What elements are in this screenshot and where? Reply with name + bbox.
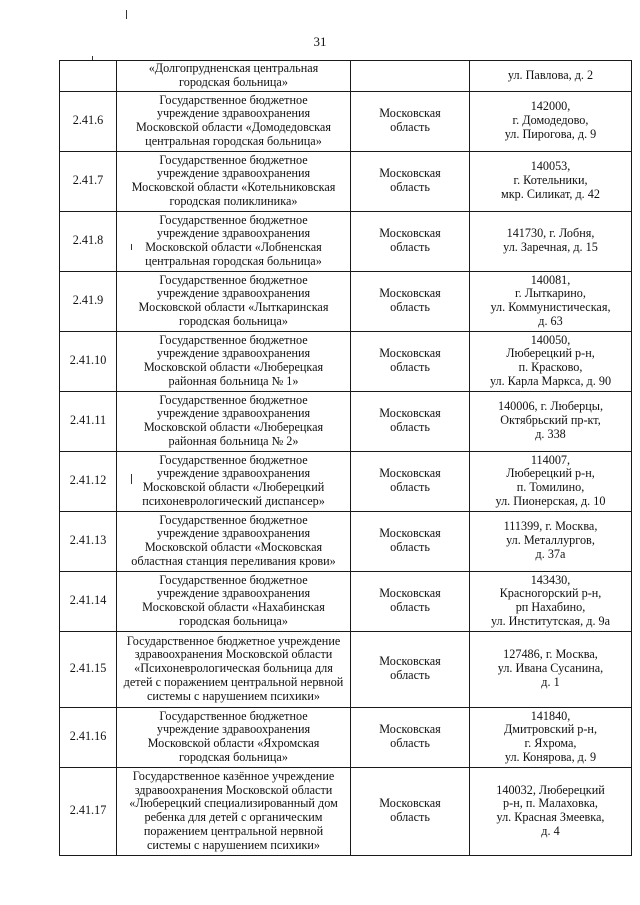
region-line: Московская [379,286,441,301]
table-row [60,707,632,767]
cell-number [60,61,117,92]
cell-number [60,211,117,271]
table-row [60,391,632,451]
cell-address [470,91,632,151]
institution-name-line: учреждение здравоохранения [156,286,311,301]
cell-number [60,707,117,767]
region-line: область [390,360,430,375]
address-line: ул. Павлова, д. 2 [507,67,594,82]
address-line: 143430, [530,572,571,587]
institution-name-line: Московской области «Московская [144,540,323,555]
cell-institution-name [117,511,351,571]
region-line: область [390,668,430,683]
row-number: 2.41.13 [69,533,107,548]
address-line: ул. Заречная, д. 15 [503,240,598,255]
address-line: д. 63 [538,313,563,328]
address-line: Красногорский р-н, [499,586,602,601]
cell-region [351,61,470,92]
region-line: область [390,736,430,751]
institutions-table [59,60,632,856]
row-number: 2.41.17 [69,803,107,818]
cell-address [470,767,632,855]
address-line: Люберецкий р-н, [506,346,595,361]
region-line: Московская [379,722,441,737]
row-number: 2.41.7 [72,173,104,188]
institution-name-line: Государственное бюджетное [159,92,308,107]
institution-name-line: системы с нарушением психики» [146,837,321,852]
institution-name-line: учреждение здравоохранения [156,526,311,541]
cell-address [470,151,632,211]
cell-region [351,571,470,631]
institution-name-line: «Долгопрудненская центральная [148,61,319,75]
institution-name-line: городская поликлиника» [169,193,298,208]
address-line: д. 1 [541,674,560,689]
institution-name-line: Государственное бюджетное учреждение [126,633,341,648]
institution-name-line: Московской области «Котельниковская [131,180,336,195]
institution-name-line: центральная городская больница» [145,133,322,148]
region-line: область [390,540,430,555]
scan-speck [131,244,132,250]
region-line: Московская [379,466,441,481]
row-number: 2.41.10 [69,353,107,368]
institution-name-line: «Психоневрологическая больница для [134,661,333,676]
address-line: г. Яхрома, [524,736,577,751]
institution-name-line: ребенка для детей с органическим [144,810,323,825]
address-line: ул. Коммунистическая, [490,300,611,315]
institution-name-line: психоневрологический диспансер» [142,493,325,508]
region-line: Московская [379,346,441,361]
region-line: область [390,120,430,135]
row-number: 2.41.11 [69,413,107,428]
address-line: р-н, п. Малаховка, [503,796,598,811]
cell-region [351,211,470,271]
cell-number [60,331,117,391]
address-line: 140081, [530,272,571,287]
row-number: 2.41.16 [69,729,107,744]
institution-name-line: системы с нарушением психики» [146,688,321,703]
cell-region [351,271,470,331]
address-line: Октябрьский пр-кт, [500,413,601,428]
cell-region [351,631,470,707]
cell-institution-name [117,211,351,271]
cell-address [470,707,632,767]
cell-address [470,211,632,271]
institution-name-line: здравоохранения Московской области [134,647,333,662]
address-line: рп Нахабино, [515,600,586,615]
address-line: 114007, [530,452,571,467]
address-line: г. Котельники, [513,173,588,188]
row-number: 2.41.12 [69,473,107,488]
address-line: ул. Пионерская, д. 10 [495,493,606,508]
address-line: д. 338 [535,426,566,441]
institution-name-line: городская больница» [179,613,288,628]
institution-name-line: Московской области «Яхромская [147,736,320,751]
region-line: Московская [379,526,441,541]
address-line: Дмитровский р-н, [503,722,598,737]
table-row [60,151,632,211]
region-line: область [390,810,430,825]
address-line: 140032, Люберецкий [496,782,605,797]
address-line: Люберецкий р-н, [506,466,595,481]
address-line: д. 37а [535,546,566,561]
cell-number [60,151,117,211]
cell-number [60,571,117,631]
cell-region [351,151,470,211]
cell-region [351,767,470,855]
cell-number [60,631,117,707]
row-number: 2.41.9 [72,293,104,308]
institution-name-line: учреждение здравоохранения [156,106,311,121]
cell-institution-name [117,571,351,631]
region-line: область [390,180,430,195]
table-row [60,571,632,631]
table-row [60,271,632,331]
cell-address [470,631,632,707]
table-row [60,451,632,511]
institution-name-line: Государственное бюджетное [159,392,308,407]
institution-name-line: поражением центральной нервной [143,823,324,838]
address-line: 142000, [530,99,571,114]
address-line: 141730, г. Лобня, [506,226,595,241]
region-line: область [390,300,430,315]
institution-name-line: учреждение здравоохранения [156,166,311,181]
institution-name-line: Московской области «Люберецкий [142,480,325,495]
cell-region [351,511,470,571]
institution-name-line: центральная городская больница» [145,253,322,268]
institution-name-line: Государственное бюджетное [159,572,308,587]
institution-name-line: областная станция переливания крови» [131,553,336,568]
table-row [60,511,632,571]
scan-speck [131,474,132,484]
cell-institution-name [117,271,351,331]
row-number: 2.41.15 [69,661,107,676]
region-line: область [390,240,430,255]
institution-name-line: учреждение здравоохранения [156,226,311,241]
institution-name-line: районная больница № 2» [168,433,299,448]
table-row [60,767,632,855]
region-line: область [390,420,430,435]
table-row [60,91,632,151]
row-number: 2.41.14 [69,593,107,608]
institution-name-line: районная больница № 1» [168,373,299,388]
institution-name-line: Московской области «Домодедовская [136,120,331,135]
address-line: 127486, г. Москва, [503,647,598,662]
page-number: 31 [313,34,327,49]
address-line: ул. Красная Змеевка, [496,810,605,825]
address-line: ул. Пирогова, д. 9 [504,126,597,141]
institution-name-line: городская больница» [179,749,288,764]
address-line: г. Домодедово, [512,113,589,128]
institution-name-line: Государственное бюджетное [159,512,308,527]
address-line: п. Томилино, [516,480,585,495]
institution-name-line: учреждение здравоохранения [156,586,311,601]
region-line: Московская [379,796,441,811]
institution-name-line: Государственное бюджетное [159,212,308,227]
institution-name-line: городская больница» [179,74,288,89]
cell-institution-name [117,331,351,391]
cell-region [351,91,470,151]
address-line: 140053, [530,159,571,174]
institution-name-line: Государственное бюджетное [159,332,308,347]
cell-region [351,331,470,391]
cell-institution-name [117,151,351,211]
cell-address [470,331,632,391]
region-line: Московская [379,166,441,181]
cell-region [351,451,470,511]
cell-institution-name [117,451,351,511]
row-number: 2.41.8 [72,233,104,248]
cell-institution-name [117,91,351,151]
scan-speck [126,10,127,19]
cell-institution-name [117,631,351,707]
table-body [60,61,632,856]
address-line: д. 4 [541,823,560,838]
cell-number [60,271,117,331]
address-line: ул. Ивана Сусанина, [497,661,604,676]
cell-address [470,451,632,511]
institution-name-line: учреждение здравоохранения [156,722,311,737]
cell-number [60,767,117,855]
region-line: Московская [379,106,441,121]
table-row [60,61,632,92]
region-line: область [390,480,430,495]
institution-name-line: Московской области «Люберецкая [143,420,324,435]
address-line: мкр. Силикат, д. 42 [501,186,600,201]
cell-institution-name [117,707,351,767]
address-line: 140050, [530,332,571,347]
region-line: Московская [379,586,441,601]
institution-name-line: Московской области «Лобненская [145,240,322,255]
address-line: 140006, г. Люберцы, [497,399,604,414]
cell-address [470,391,632,451]
institution-name-line: Государственное бюджетное [159,272,308,287]
address-line: ул. Конярова, д. 9 [504,749,597,764]
address-line: ул. Карла Маркса, д. 90 [489,373,612,388]
institution-name-line: «Люберецкий специализированный дом [129,796,338,811]
region-line: область [390,600,430,615]
address-line: п. Красково, [518,360,583,375]
cell-address [470,271,632,331]
row-number: 2.41.6 [72,113,104,128]
institution-name-line: здравоохранения Московской области [134,782,333,797]
institution-name-line: учреждение здравоохранения [156,346,311,361]
cell-address [470,61,632,92]
region-line: Московская [379,406,441,421]
institution-name-line: Государственное казённое учреждение [132,768,335,783]
address-line: 111399, г. Москва, [503,519,598,534]
address-line: ул. Институтская, д. 9а [490,613,611,628]
address-line: ул. Металлургов, [506,533,595,548]
cell-number [60,91,117,151]
cell-number [60,511,117,571]
cell-institution-name [117,767,351,855]
address-line: 141840, [530,708,571,723]
region-line: Московская [379,654,441,669]
cell-address [470,511,632,571]
institution-name-line: учреждение здравоохранения [156,466,311,481]
address-line: г. Лыткарино, [515,286,586,301]
table-row [60,331,632,391]
institution-name-line: Московской области «Лыткаринская [138,300,329,315]
cell-address [470,571,632,631]
institution-name-line: Московской области «Люберецкая [143,360,324,375]
institution-name-line: Государственное бюджетное [159,452,308,467]
table-row [60,211,632,271]
cell-number [60,391,117,451]
table-row [60,631,632,707]
region-line: Московская [379,226,441,241]
cell-number [60,451,117,511]
institution-name-line: Государственное бюджетное [159,152,308,167]
cell-region [351,391,470,451]
cell-institution-name [117,391,351,451]
institution-name-line: Московской области «Нахабинская [142,600,325,615]
institution-name-line: Государственное бюджетное [159,708,308,723]
institution-name-line: учреждение здравоохранения [156,406,311,421]
cell-region [351,707,470,767]
scan-speck [92,56,93,60]
institution-name-line: детей с поражением центральной нервной [123,674,344,689]
institution-name-line: городская больница» [179,313,288,328]
cell-institution-name [117,61,351,92]
